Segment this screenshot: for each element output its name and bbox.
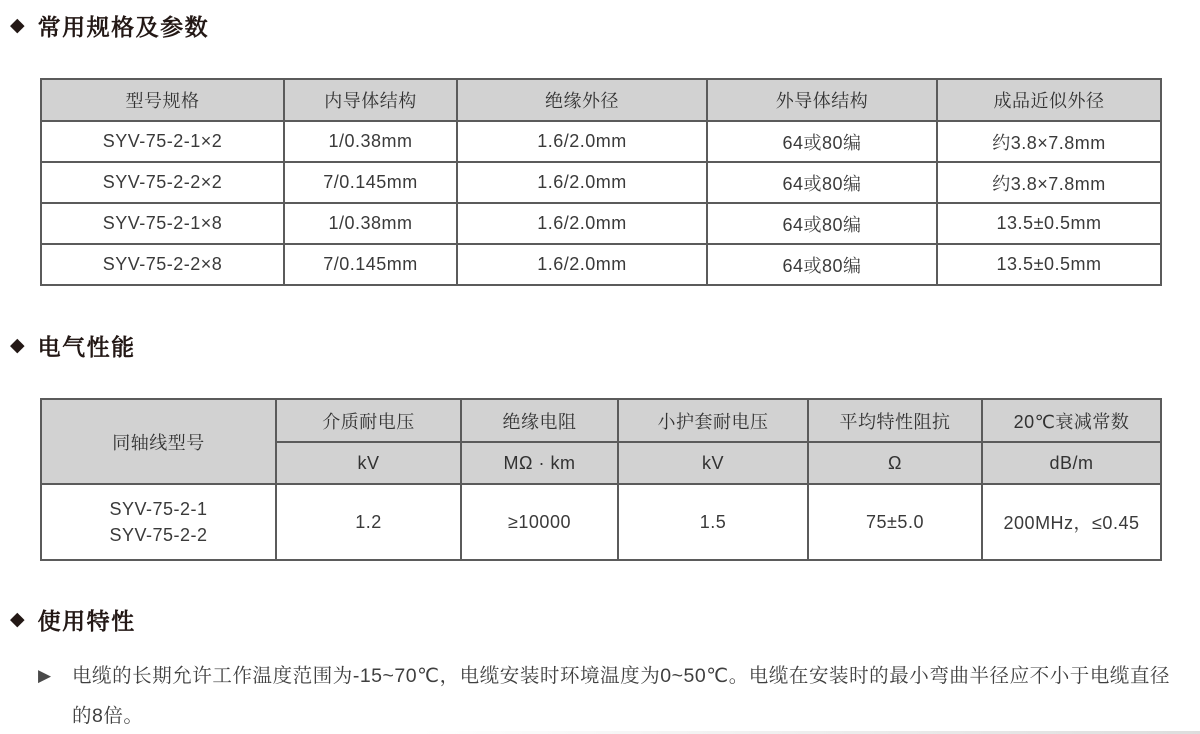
- cell-finished-od: 13.5±0.5mm: [937, 203, 1161, 244]
- cell-attenuation: 200MHz，≤0.45: [982, 484, 1161, 560]
- table-row: [41, 121, 1161, 162]
- table-row: [41, 244, 1161, 285]
- spec-col-header-insulation-od: 绝缘外径: [457, 79, 707, 121]
- table-row: [41, 162, 1161, 203]
- model-line: SYV-75-2-1: [109, 499, 208, 519]
- usage-bullet-row: [38, 656, 1170, 734]
- cell-outer-conductor: 64或80编: [707, 162, 937, 203]
- electrical-table: [40, 398, 1162, 561]
- cell-inner-conductor: 7/0.145mm: [284, 244, 457, 285]
- cell-insulation-od: 1.6/2.0mm: [457, 244, 707, 285]
- cell-inner-conductor: 1/0.38mm: [284, 203, 457, 244]
- unit-mohm-km: MΩ · km: [461, 442, 618, 484]
- model-line: SYV-75-2-2: [109, 525, 208, 545]
- unit-db-m: dB/m: [982, 442, 1161, 484]
- section-heading-electrical: [10, 329, 136, 362]
- cell-finished-od: 13.5±0.5mm: [937, 244, 1161, 285]
- spec-col-header-inner-conductor: 内导体结构: [284, 79, 457, 121]
- elec-col-header-insulation-resistance: 绝缘电阻: [461, 399, 618, 442]
- spec-table-header-row: [41, 79, 1161, 121]
- spec-table: [40, 78, 1162, 286]
- cell-inner-conductor: 7/0.145mm: [284, 162, 457, 203]
- cell-jacket-voltage: 1.5: [618, 484, 808, 560]
- cell-insulation-od: 1.6/2.0mm: [457, 203, 707, 244]
- cell-insulation-resistance: ≥10000: [461, 484, 618, 560]
- section-heading-usage: [10, 603, 136, 636]
- unit-kv: kV: [276, 442, 461, 484]
- cell-outer-conductor: 64或80编: [707, 203, 937, 244]
- cell-finished-od: 约3.8×7.8mm: [937, 121, 1161, 162]
- triangle-bullet-icon: ▶: [38, 666, 52, 685]
- diamond-bullet-icon: ◆: [10, 609, 25, 630]
- unit-kv: kV: [618, 442, 808, 484]
- electrical-header-row: [41, 399, 1161, 442]
- cell-dielectric-voltage: 1.2: [276, 484, 461, 560]
- cell-inner-conductor: 1/0.38mm: [284, 121, 457, 162]
- cell-models: [41, 484, 276, 560]
- spec-col-header-model: 型号规格: [41, 79, 284, 121]
- cell-insulation-od: 1.6/2.0mm: [457, 162, 707, 203]
- cell-model: SYV-75-2-2×2: [41, 162, 284, 203]
- cell-outer-conductor: 64或80编: [707, 121, 937, 162]
- cell-outer-conductor: 64或80编: [707, 244, 937, 285]
- cell-impedance: 75±5.0: [808, 484, 982, 560]
- elec-col-header-attenuation: 20℃衰减常数: [982, 399, 1161, 442]
- cell-model: SYV-75-2-1×8: [41, 203, 284, 244]
- elec-col-header-model: 同轴线型号: [41, 399, 276, 484]
- table-row: [41, 484, 1161, 560]
- spec-col-header-finished-od: 成品近似外径: [937, 79, 1161, 121]
- cell-finished-od: 约3.8×7.8mm: [937, 162, 1161, 203]
- section-title-electrical: 电气性能: [37, 334, 136, 360]
- elec-col-header-impedance: 平均特性阻抗: [808, 399, 982, 442]
- section-title-specs: 常用规格及参数: [37, 14, 210, 40]
- section-title-usage: 使用特性: [37, 608, 136, 634]
- elec-col-header-jacket-voltage: 小护套耐电压: [618, 399, 808, 442]
- diamond-bullet-icon: ◆: [10, 335, 25, 356]
- cell-insulation-od: 1.6/2.0mm: [457, 121, 707, 162]
- cell-model: SYV-75-2-1×2: [41, 121, 284, 162]
- usage-note: 电缆的长期允许工作温度范围为-15~70℃，电缆安装时环境温度为0~50℃。电缆在安装时的最小弯曲半径应不小于电缆直径的8倍。: [72, 665, 1170, 727]
- elec-col-header-dielectric-voltage: 介质耐电压: [276, 399, 461, 442]
- section-heading-specs: [10, 9, 209, 42]
- table-row: [41, 203, 1161, 244]
- spec-col-header-outer-conductor: 外导体结构: [707, 79, 937, 121]
- diamond-bullet-icon: ◆: [10, 15, 25, 36]
- unit-ohm: Ω: [808, 442, 982, 484]
- cell-model: SYV-75-2-2×8: [41, 244, 284, 285]
